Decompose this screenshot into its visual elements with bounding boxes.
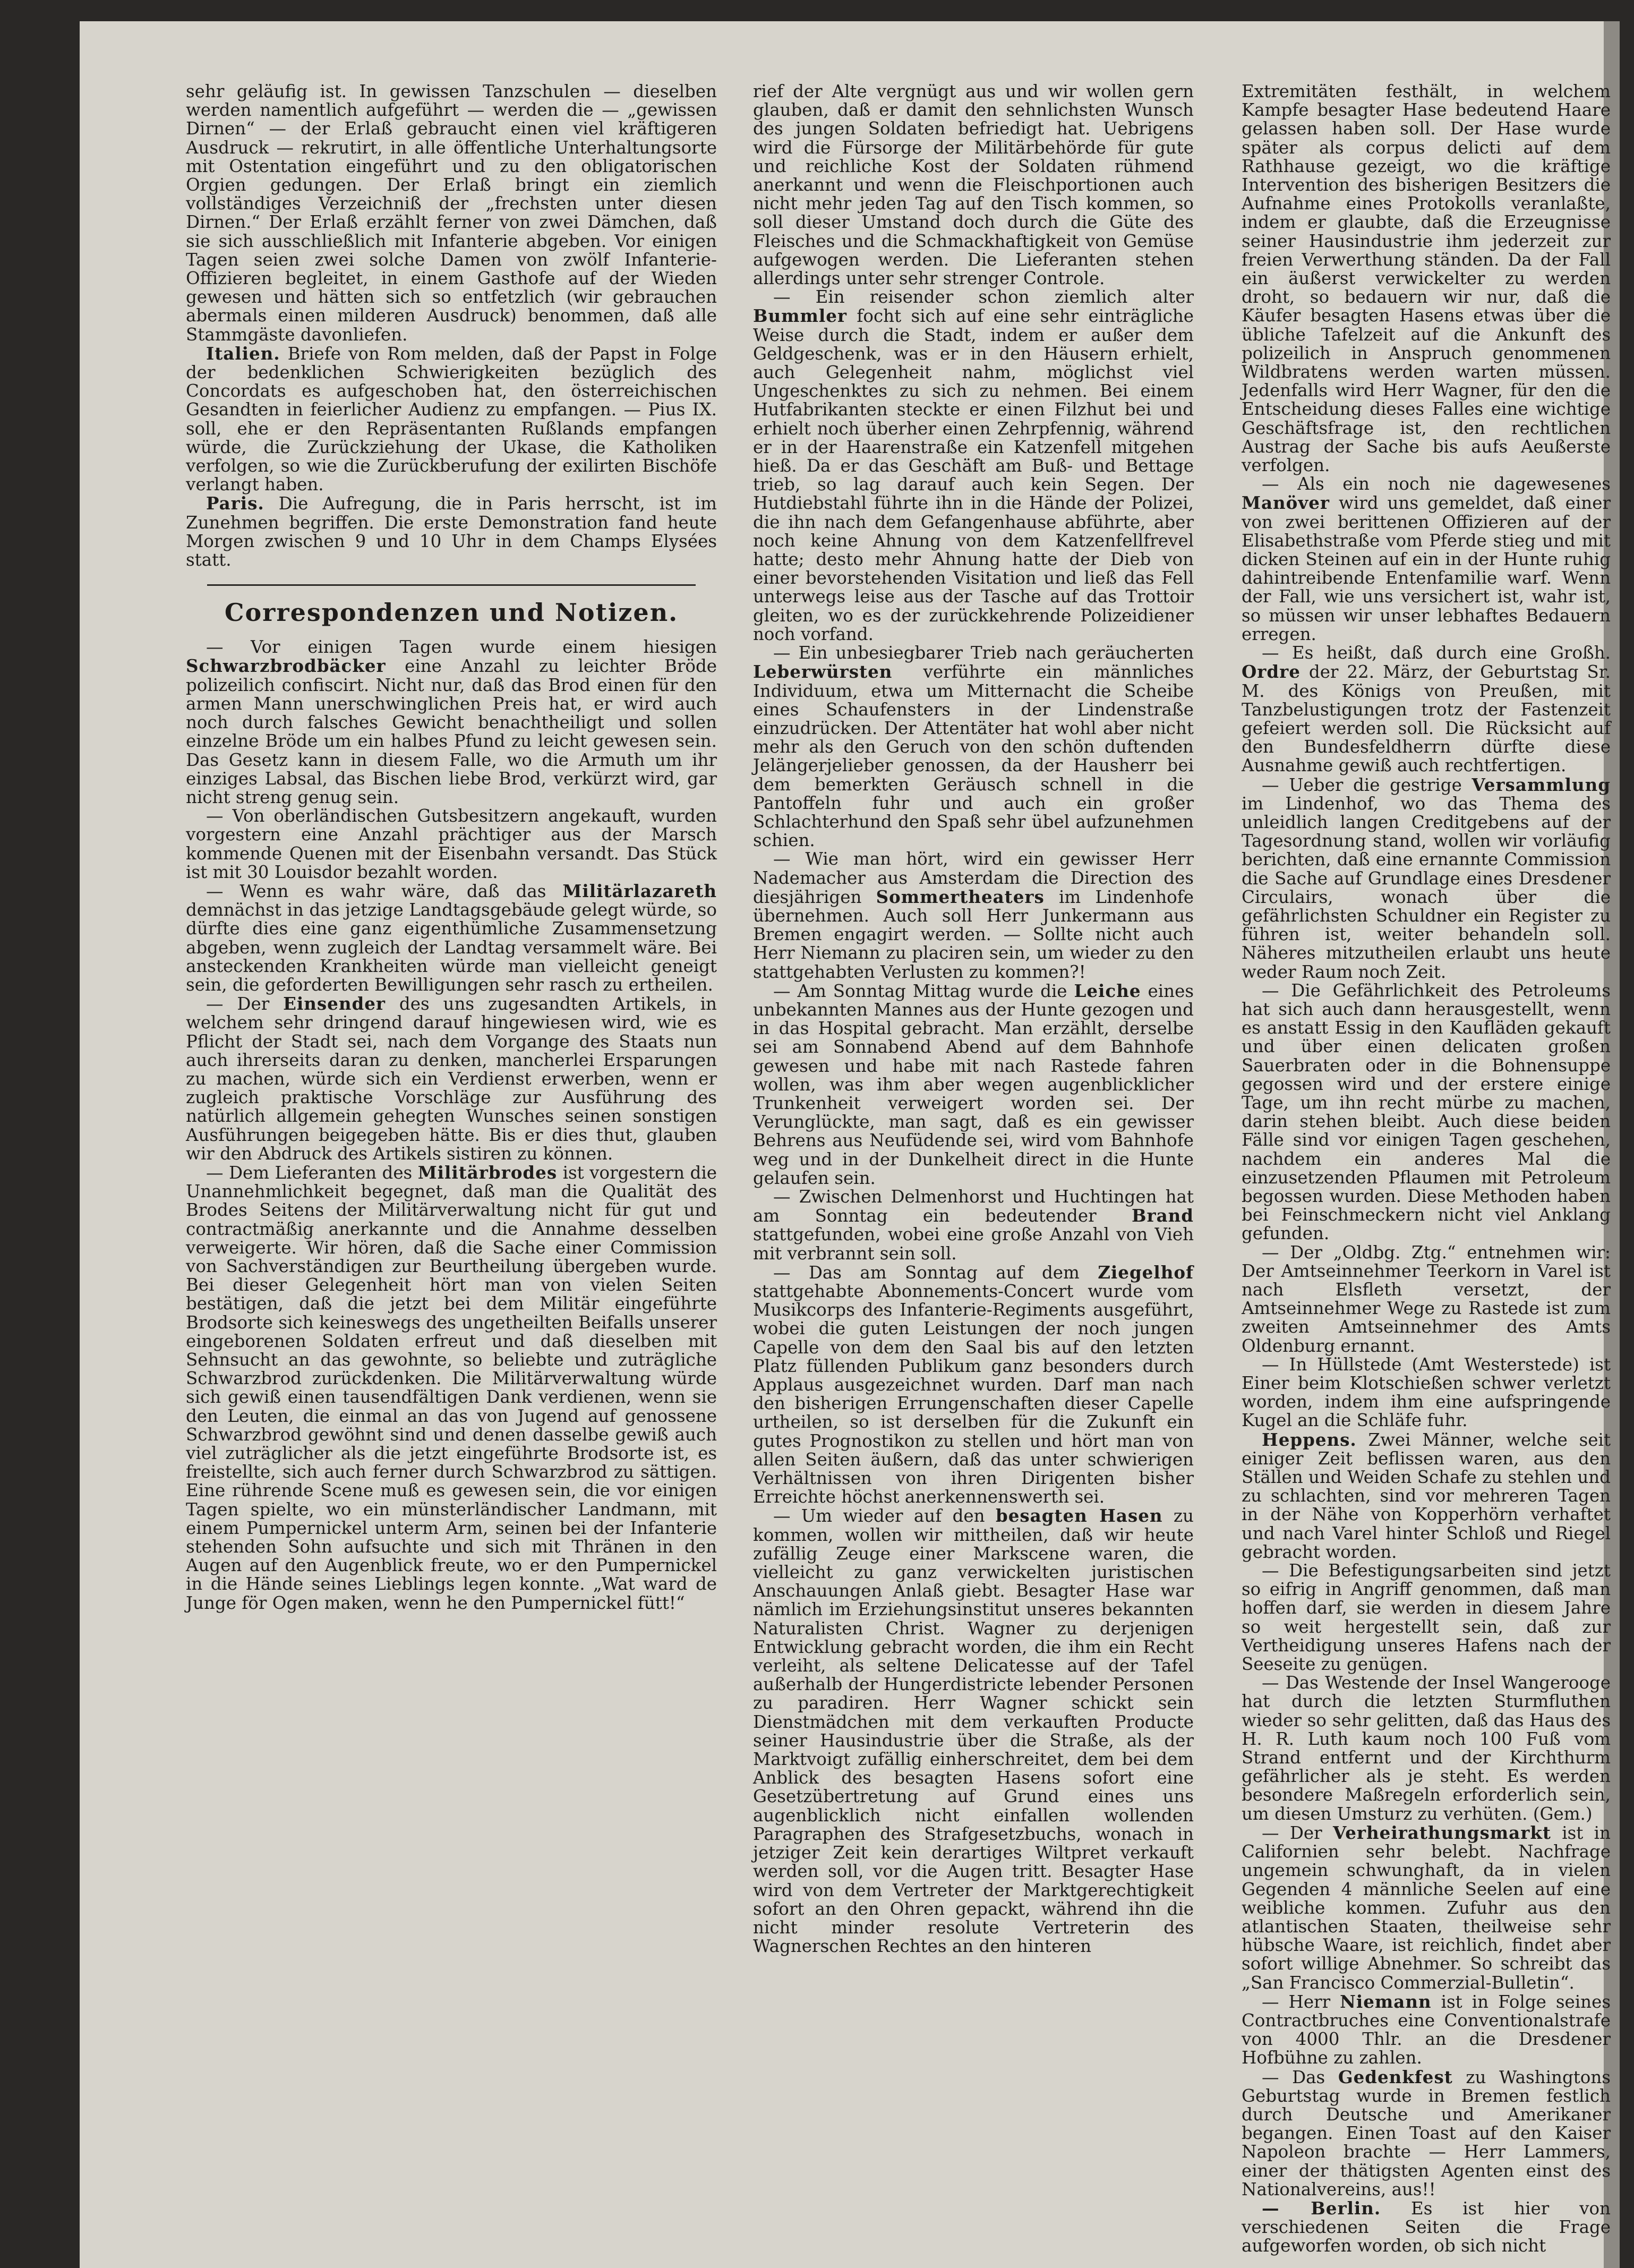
keyword: Leberwürsten [753,661,893,683]
notice [1242,644,1611,775]
keyword: Leiche [1074,980,1141,1001]
notice-text: — Herr [1262,1991,1340,2012]
notice-text: des uns zugesandten Artikels, in welchem sehr dringend darauf hingewiesen wird, wie es Pflicht der Stadt sei, nach dem Vorgange des Staats nun auch ihrerseits daran zu denken, mancherlei Ersparungen zu machen, würde sich ein Verdienst erwerben, wenn er zugleich praktische Vorschläge zur Ausführung des natürlich allgemein gehegten Wunsches seinen sonstigen Ausführungen beigegeben hätte. Bis er dies thut, glauben wir den Abdruck des Artikels sistiren zu können. [186,994,717,1164]
notice [753,288,1194,644]
notice-text: ist vorgestern die Unannehmlichkeit begegnet, daß man die Qualität des Brodes Seitens der Militärverwaltung nicht für gut und contractmäßig anerkannte und die Annahme desselben verweigerte. Wir hören, daß die Sache einer Commission von Sachverständigen zur Beurtheilung übergeben wurde. Bei dieser Gelegenheit hört man von vielen Seiten bestätigen, daß die jetzt bei dem Militär eingeführte Brodsorte sich keineswegs des ungetheilten Beifalls unserer eingeborenen Soldaten erfreut und daß dieselben mit Sehnsucht an das gewohnte, so beliebte und zuträgliche Schwarzbrod zurückdenken. Die Militärverwaltung würde sich gewiß einen tausendfältigen Dank verdienen, wenn sie den Leuten, die einmal an das von Jugend auf genossene Schwarzbrod gewöhnt sind und denen dasselbe gewiß auch viel zuträglicher als die jetzt eingeführte Brodsorte ist, es freistellte, sich auch ferner durch Schwarzbrod zu sättigen. Eine rührende Scene muß es gewesen sein, die vor einigen Tagen spielte, wo ein münsterländischer Landmann, mit einem Pumpernickel unterm Arm, seinen bei der Infanterie stehenden Sohn aufsuchte und sich mit Thränen in den Augen auf den Augenblick freute, wo er den Pumpernickel in die Hände seines Lieblings legen konnte. „Wat ward de Junge för Ogen maken, wenn he den Pumpernickel fütt!“ [186,1162,717,1613]
keyword: besagten Hasen [995,1505,1163,1527]
dateline: Italien. [206,343,280,364]
notice [753,644,1194,850]
notice-text: zu kommen, wollen wir mittheilen, daß wir heute zufällig Zeuge einer Markscene waren, die vielleicht zu ganz verwickelten juristischen Anschauungen Anlaß giebt. Besagter Hase war nämlich im Erziehungsinstitut unseres bekannten Naturalisten Christ. Wagner zu derjenigen Entwicklung gebracht worden, die ihm ein Recht verleiht, als seltene Delicatesse auf der Tafel außerhalb der Hungerdistricte lebender Personen zu paradiren. Herr Wagner schickt sein Dienstmädchen mit dem verkauften Producte seiner Hausindustrie über die Straße, als der Marktvoigt zufällig einherschreitet, dem bei dem Anblick des besagten Hasens sofort eine Gesetzübertretung auf Grund eines uns augenblicklich nicht einfallen wollenden Paragraphen des Strafgesetzbuchs, wonach in jetziger Zeit kein derartiges Wiltpret verkauft werden soll, vor die Augen tritt. Besagter Hase wird von dem Vertreter der Marktgerechtigkeit sofort an den Ohren gepackt, während ihn die nicht minder resolute Vertreterin des Wagnerschen Rechtes an den hinteren [753,1506,1194,1957]
notice: — Die Befestigungsarbeiten sind jetzt so eifrig in Angriff genommen, daß man hoffen darf, sie werden in diesem Jahre so weit hergestellt sein, daß zur Vertheidigung unseres Hafens nach der Seeseite zu genügen. [1242,1561,1611,1675]
notice-text: — Vor einigen Tagen wurde einem hiesigen [206,637,717,658]
article-text: sehr geläufig ist. In gewissen Tanzschulen — dieselben werden namentlich aufgeführt — werden die — „gewissen Dirnen“ — der Erlaß gebraucht einen viel kräftigeren Ausdruck — rekrutirt, in alle öffentliche Unterhaltungsorte mit Ostentation eingeführt und zu den obligatorischen Orgien gedungen. Der Erlaß bringt ein ziemlich vollständiges Verzeichniß der „frechsten unter diesen Dirnen.“ Der Erlaß erzählt ferner von zwei Dämchen, daß sie sich ausschließlich mit Infanterie abgeben. Vor einigen Tagen seien zwei solche Damen von zwölf Infanterie-Offizieren begleitet, in einem Gasthofe auf der Wieden gewesen und hätten sich so entfetzlich (wir gebrauchen abermals einen milderen Ausdruck) benommen, daß alle Stammgäste davonliefen. [186,81,717,345]
notice: — In Hüllstede (Amt Westerstede) ist Einer beim Klotschießen schwer verletzt worden, indem ihm eine aufspringende Kugel an die Schläfe fuhr. [1242,1354,1611,1431]
keyword: Bummler [753,305,848,327]
keyword: Sommertheaters [876,886,1045,907]
notice-text: im Lindenhofe übernehmen. Auch soll Herr Junkermann aus Bremen engagirt werden. — Sollte nicht auch Herr Niemann zu placiren sein, um wieder zu den stattgehabten Verlusten zu kommen?! [753,886,1194,982]
keyword: Militärlazareth [562,880,717,901]
keyword: Brand [1131,1205,1194,1226]
notice-text: — Am Sonntag Mittag wurde die [773,980,1074,1001]
notice [753,1263,1194,1507]
notice [186,882,717,994]
keyword: Versammlung [1472,774,1611,795]
notice: — Die Gefährlichkeit des Petroleums hat sich auch dann herausgestellt, wenn es anstatt Essig in den Kaufläden gekauft und über einen delicaten großen Sauerbraten oder in die Bohnensuppe gegossen wird und der erstere einige Tage, um ihn recht mürbe zu machen, darin stehen bleibt. Auch diese beiden Fälle sind vor einigen Tagen geschehen, nachdem ein anderes Mal die einzusetzenden Pflaumen mit Petroleum begossen wurden. Diese Methoden haben bei Feinschmeckern nicht viel Anklang gefunden. [1242,980,1611,1244]
notice [1242,475,1611,644]
notice-text: im Lindenhof, wo das Thema des unleidlich langen Creditgebens auf der Tagesordnung stand, wollen wir vorläufig berichten, daß eine ernannte Commission die Sache auf Grundlage eines Dresdener Circulairs, wonach über die gefährlichsten Schuldner ein Register zu führen ist, weiter behandeln soll. Näheres mitzutheilen erlaubt uns heute weder Raum noch Zeit. [1242,793,1611,982]
notice-text: — Wenn es wahr wäre, daß das [206,881,563,901]
section-title: Correspondenzen und Notizen. [224,598,679,627]
notice-text: zu Washingtons Geburtstag wurde in Bremen festlich durch Deutsche und Amerikaner begangen. Einen Toast auf den Kaiser Napoleon brachte — Herr Lammers, einer der thätigsten Agenten einst des Nationalvereins, aus!! [1242,2067,1611,2199]
notice-text: — Der [206,994,284,1014]
notice-text: Es ist hier von verschiedenen Seiten die Frage aufgeworfen worden, ob sich nicht [1242,2198,1611,2256]
notice-text: — Zwischen Delmenhorst und Huchtingen hat am Sonntag ein bedeutender [753,1186,1194,1226]
notice-text: ist in Folge seines Contractbruches eine Conventionalstrafe von 4000 Thlr. an die Dresdener Hofbühne zu zahlen. [1242,1991,1611,2068]
notice [1242,1992,1611,2068]
notice-text: ist in Californien sehr belebt. Nachfrage ungemein schwunghaft, da in vielen Gegenden 4 männliche Seelen auf eine weibliche kommen. Zufuhr aus den atlantischen Staaten, theilweise sehr hübsche Waare, ist reichlich, findet aber sofort willige Abnehmer. So schreibt das „San Francisco Commerzial-Bulletin“. [1242,1822,1611,1993]
notice-text: eine Anzahl zu leichter Bröde polizeilich confiscirt. Nicht nur, daß das Brod einen für den armen Mann unerschwinglichen Preis hat, er wird auch noch durch falsches Gewicht benachtheiligt und sollen einzelne Bröde um ein halbes Pfund zu leicht gewesen sein. Das Gesetz kann in diesem Falle, wo die Armuth um ihr einziges Labsal, das Bischen liebe Brod, verkürzt wird, gar nicht streng genug sein. [186,656,717,807]
notice-text: — Dem Lieferanten des [206,1162,418,1183]
keyword: Verheirathungsmarkt [1332,1822,1551,1843]
keyword: Einsender [283,993,386,1014]
dateline: Paris. [206,493,264,514]
notice-text: verführte ein männliches Individuum, etwa um Mitternacht die Scheibe eines Schaufensters in der Lindenstraße einzudrücken. Der Attentäter hat wohl aber nicht mehr als den Geruch von den schön duftenden Jelängerjelieber genossen, da der Hausherr bei dem bemerkten Geräusch schnell in die Pantoffeln fuhr und auch ein großer Schlachterhund den Spaß sehr übel aufzunehmen schien. [753,662,1194,851]
notice-text: — Ein unbesiegbarer Trieb nach geräucherten [773,643,1194,663]
notice-text: — Ueber die gestrige [1262,774,1472,795]
notice [1242,1823,1611,1992]
column-3 [1242,82,1611,2256]
notice [1242,1430,1611,1562]
notice [1242,2199,1611,2256]
dateline: — Berlin. [1262,2197,1381,2219]
notice [186,994,717,1163]
notice-text: — Das am Sonntag auf dem [773,1262,1098,1283]
article-text: Briefe von Rom melden, daß der Papst in Folge der bedenklichen Schwierigkeiten bezüglich des Concordats es aufgeschoben hat, den österreichischen Gesandten in feierlicher Audienz zu empfangen. — Pius IX. soll, ehe er den Repräsentanten Rußlands empfangen würde, die Zurückziehung der Ukase, die Katholiken verfolgen, so wie die Zurückberufung der exilirten Bischöfe verlangt haben. [186,343,717,495]
notice-text: — Um wieder auf den [773,1506,996,1527]
column-1 [186,82,717,1613]
notice: rief der Alte vergnügt aus und wir wollen gern glauben, daß er damit den sehnlichsten Wunsch des jungen Soldaten befriedigt hat. Uebrigens wird die Fürsorge der Militärbehörde für gute und reichliche Kost der Soldaten rühmend anerkannt und wenn die Fleischportionen auch nicht mehr jeden Tag auf den Tisch kommen, so soll dieser Umstand doch durch die Güte des Fleisches und die Schmackhaftigkeit von Gemüse aufgewogen werden. Die Lieferanten stehen allerdings unter sehr strenger Controle. [753,81,1194,289]
keyword: Manöver [1242,492,1330,514]
notice [753,1188,1194,1263]
notice-text: focht sich auf eine sehr einträgliche Weise durch die Stadt, indem er außer dem Geldgeschenk, was er in den Häusern erhielt, auch Gelegenheit nahm, möglichst viel Ungeschenktes zu sich zu nehmen. Bei einem Hutfabrikanten steckte er einen Filzhut bei und erhielt noch überher einen Zehrpfennig, während er in der Haarenstraße ein Katzenfell mitgehen hieß. Da er das Geschäft am Buß- und Bettage trieb, so lag darauf auch kein Segen. Der Hutdiebstahl führte ihn in die Hände der Polizei, die ihn nach dem Gefangenhause abführte, aber noch keine Ahnung von dem Katzenfellfrevel hatte; desto mehr Ahnung hatte der Dieb von einer bevorstehenden Visitation und ließ das Fell unterwegs leise aus der Tasche auf das Trottoir gleiten, wo es der zurückkehrende Polizeidiener noch vorfand. [753,306,1194,644]
newspaper-page [80,21,1620,2268]
notice-text: stattgehabte Abonnements-Concert wurde vom Musikcorps des Infanterie-Regiments ausgeführt, wobei die guten Leistungen der noch jungen Capelle von dem den Saal bis auf den letzten Platz füllenden Publikum ganz besonders durch Applaus ausgezeichnet wurden. Darf man nach den bisherigen Errungenschaften dieser Capelle urtheilen, so ist derselben für die Zukunft ein gutes Prognostikon zu stellen und hört man von allen Seiten äußern, daß das unter schwierigen Verhältnissen von ihren Dirigenten bisher Erreichte höchst anerkennenswerth sei. [753,1281,1194,1507]
notice-text: — Es heißt, daß durch eine Großh. [1262,643,1611,663]
notice-text: — Ein reisender schon ziemlich alter [773,287,1194,308]
notice: — Von oberländischen Gutsbesitzern angekauft, wurden vorgestern eine Anzahl prächtiger aus der Marsch kommende Quenen mit der Eisenbahn versandt. Das Stück ist mit 30 Louisdor bezahlt worden. [186,806,717,882]
notice-text: demnächst in das jetzige Landtagsgebäude gelegt würde, so dürfte dies eine ganz eigenthümliche Zusammensetzung abgeben, wenn zugleich der Landtag versammelt wäre. Bei ansteckenden Krankheiten würde man vielleicht geneigt sein, die geforderten Bewilligungen sehr rasch zu ertheilen. [186,900,717,995]
notice-text: — Wie man hört, wird ein gewisser Herr Nademacher aus Amsterdam die Direction des diesjährigen [753,849,1194,907]
notice-text: eines unbekannten Mannes aus der Hunte gezogen und in das Hospital gebracht. Man erzählt, derselbe sei am Sonnabend Abend auf dem Bahnhofe gewesen und habe mit nach Rastede fahren wollen, was ihm aber wegen augenblicklicher Trunkenheit verweigert worden sei. Der Verunglückte, man sagt, daß es ein gewisser Behrens aus Neufüdende sei, wird vom Bahnhofe weg und in der Dunkelheit direct in die Hunte gelaufen sein. [753,980,1194,1188]
column-2 [753,82,1194,1956]
keyword: Ziegelhof [1098,1261,1194,1283]
notice-text: stattgefunden, wobei eine große Anzahl von Vieh mit verbrannt sein soll. [753,1224,1194,1264]
article-italien [186,344,717,494]
notice: — Das Westende der Insel Wangerooge hat durch die letzten Sturmfluthen wieder so sehr gelitten, daß das Haus des H. R. Luth kaum noch 100 Fuß vom Strand entfernt und der Kirchthurm gefährlicher als je steht. Es werden besondere Maßregeln erforderlich sein, um diesen Umsturz zu verhüten. (Gem.) [1242,1673,1611,1824]
keyword: Schwarzbrodbäcker [186,655,386,677]
notice-text: — Als ein noch nie dagewesenes [1262,474,1611,494]
notice-text: der 22. März, der Geburtstag Sr. M. des Königs von Preußen, mit Tanzbelustigungen trotz der Fastenzeit gefeiert werden soll. Die Rücksicht auf den Bundesfeldherrn dürfte diese Ausnahme gewiß auch rechtfertigen. [1242,662,1611,776]
notice-text: wird uns gemeldet, daß einer von zwei berittenen Offizieren auf der Elisabethstraße vom Pferde stieg und mit dicken Steinen auf ein in der Hunte ruhig dahintreibende Entenfamilie warf. Wenn der Fall, wie uns versichert ist, wahr ist, so müssen wir unser lebhaftes Bedauern erregen. [1242,493,1611,644]
article-text: Die Aufregung, die in Paris herrscht, ist im Zunehmen begriffen. Die erste Demonstration fand heute Morgen zwischen 9 und 10 Uhr in dem Champs Elysées statt. [186,493,717,570]
notice [753,1506,1194,1956]
notice [1242,775,1611,982]
keyword: Militärbrodes [417,1162,558,1183]
keyword: Ordre [1242,661,1301,683]
keyword: Gedenkfest [1338,2066,1453,2087]
keyword: Niemann [1340,1991,1432,2012]
notice [1242,2068,1611,2199]
notice [186,638,717,807]
dateline: Heppens. [1262,1429,1357,1450]
notice [753,850,1194,981]
notice [186,1163,717,1613]
notice [753,982,1194,1188]
article-paris [186,494,717,569]
notice-text: Zwei Männer, welche seit einiger Zeit beflissen waren, aus den Ställen und Weiden Schafe zu stehlen und zu schlachten, sind vor mehreren Tagen in der Nähe von Kopperhörn verhaftet und nach Varel hinter Schloß und Riegel gebracht worden. [1242,1429,1611,1562]
section-divider [207,584,696,586]
notice: — Der „Oldbg. Ztg.“ entnehmen wir: Der Amtseinnehmer Teerkorn in Varel ist nach Elsfleth versetzt, der Amtseinnehmer Wege zu Rastede ist zum zweiten Amtseinnehmer des Amts Oldenburg ernannt. [1242,1242,1611,1356]
notice: Extremitäten festhält, in welchem Kampfe besagter Hase bedeutend Haare gelassen haben soll. Der Hase wurde später als corpus delicti auf dem Rathhause gezeigt, wo die kräftige Intervention des bisherigen Besitzers die Aufnahme eines Protokolls veranlaßte, indem er glaubte, daß die Erzeugnisse seiner Hausindustrie ihm jederzeit zur freien Verwerthung ständen. Da der Fall ein äußerst verwickelter zu werden droht, so bedauern wir nur, daß die Käufer besagten Hasens etwas über die übliche Tafelzeit auf die Ankunft des polizeilich in Anspruch genommenen Wildbratens werden warten müssen. Jedenfalls wird Herr Wagner, für den die Entscheidung dieses Falles eine wichtige Geschäftsfrage ist, den rechtlichen Austrag der Sache bis aufs Aeußerste verfolgen. [1242,81,1611,476]
notice-text: — Das [1262,2067,1338,2087]
notice-text: — Der [1262,1822,1333,1843]
